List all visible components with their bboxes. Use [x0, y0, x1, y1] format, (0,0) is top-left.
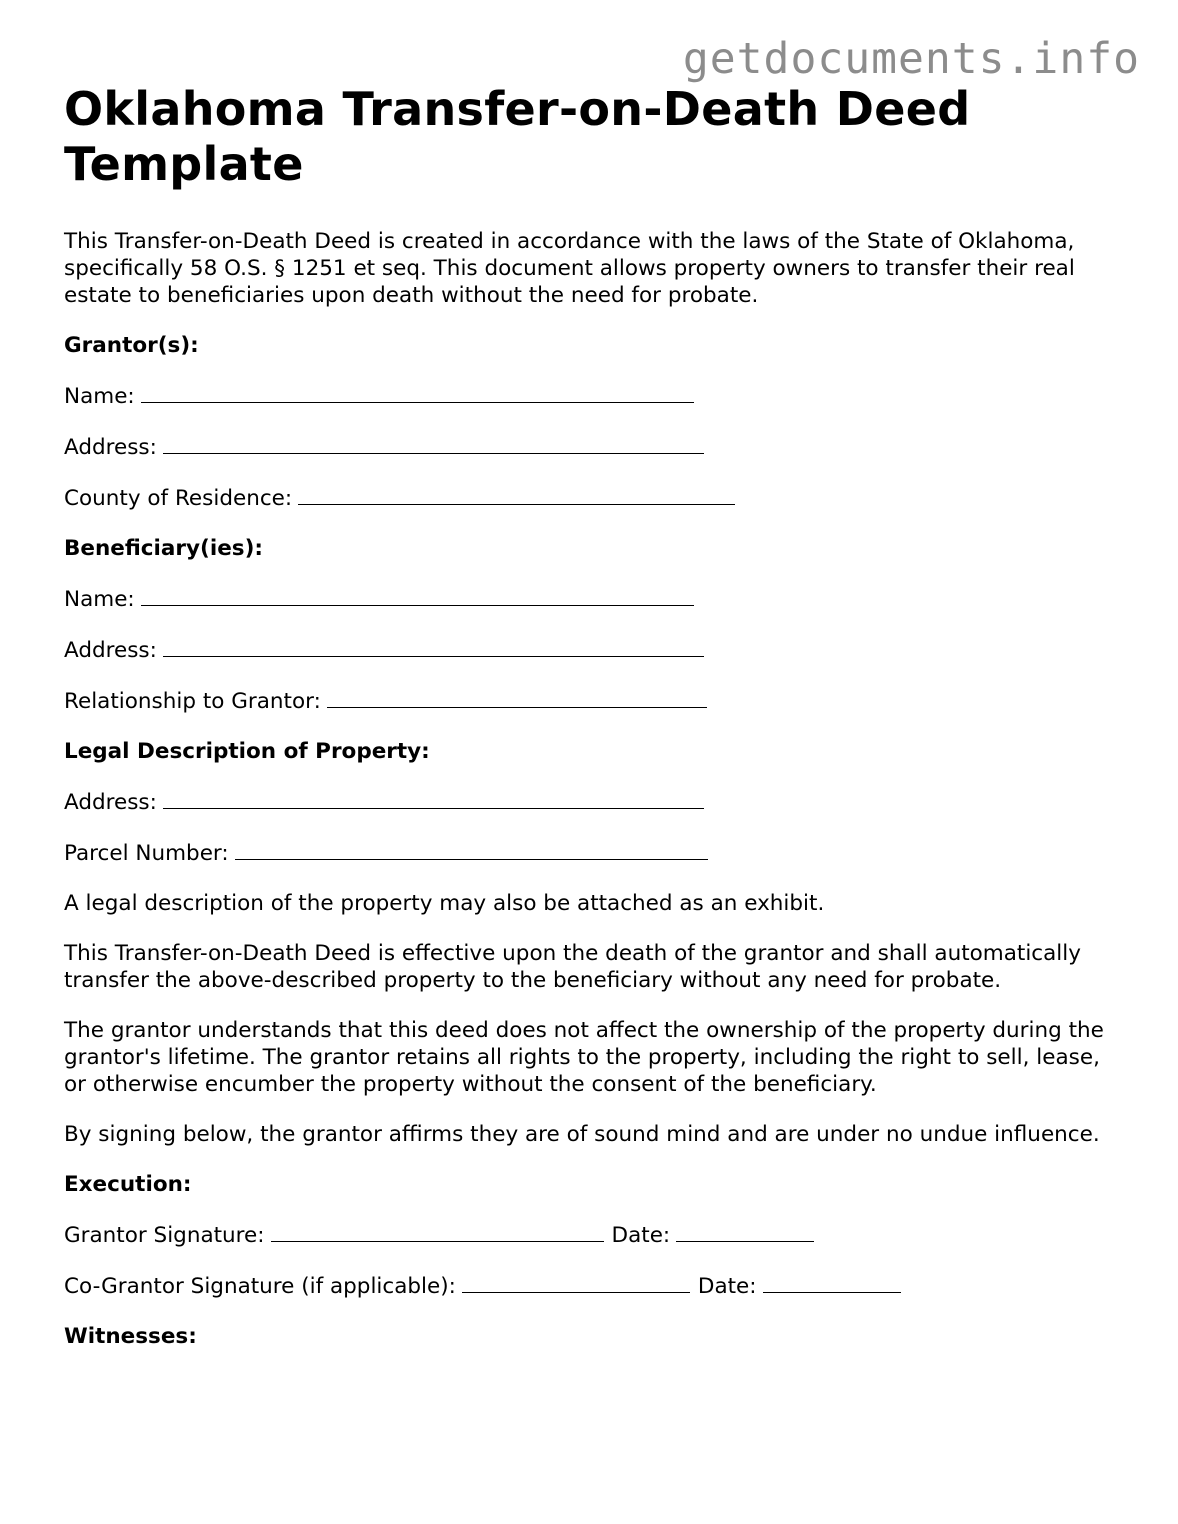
property-address-blank[interactable]	[163, 788, 704, 809]
property-parcel-field	[64, 839, 1124, 867]
grantor-date-blank[interactable]	[676, 1221, 814, 1242]
beneficiary-address-blank[interactable]	[163, 636, 704, 657]
grantor-address-label: Address:	[64, 435, 157, 460]
beneficiary-name-label: Name:	[64, 587, 135, 612]
grantor-heading: Grantor(s):	[64, 333, 199, 358]
grantor-signature-blank[interactable]	[271, 1221, 604, 1242]
grantor-date-label: Date:	[611, 1223, 671, 1248]
property-note: A legal description of the property may also be attached as an exhibit.	[64, 891, 825, 916]
property-address-label: Address:	[64, 790, 157, 815]
property-parcel-label: Parcel Number:	[64, 841, 229, 866]
beneficiary-relationship-blank[interactable]	[327, 687, 707, 708]
beneficiary-name-blank[interactable]	[141, 585, 694, 606]
document-page	[64, 82, 1124, 1350]
witnesses-heading: Witnesses:	[64, 1324, 197, 1349]
ownership-paragraph: The grantor understands that this deed does not affect the ownership of the property during the grantor's lifetime. The grantor retains all rights to the property, including the right to sell, lease, or otherwise encumber the property without the consent of the beneficiary.	[64, 1018, 1104, 1097]
grantor-address-field	[64, 433, 1124, 461]
beneficiary-relationship-label: Relationship to Grantor:	[64, 689, 321, 714]
grantor-county-blank[interactable]	[298, 484, 735, 505]
watermark: getdocuments.info	[682, 34, 1140, 84]
cograntor-signature-label: Co-Grantor Signature (if applicable):	[64, 1274, 456, 1299]
property-parcel-blank[interactable]	[235, 839, 708, 860]
beneficiary-relationship-field	[64, 687, 1124, 715]
grantor-address-blank[interactable]	[163, 433, 704, 454]
document-title: Oklahoma Transfer-on-Death Deed Template	[64, 82, 971, 191]
grantor-signature-field	[64, 1221, 1124, 1249]
effective-paragraph: This Transfer-on-Death Deed is effective upon the death of the grantor and shall automatically transfer the above-described property to the beneficiary without any need for probate.	[64, 941, 1081, 993]
intro-paragraph: This Transfer-on-Death Deed is created in accordance with the laws of the State of Oklahoma, specifically 58 O.S. § 1251 et seq. This document allows property owners to transfer their real estate to beneficiaries upon death without the need for probate.	[64, 229, 1075, 308]
property-heading: Legal Description of Property:	[64, 739, 430, 764]
grantor-county-field	[64, 484, 1124, 512]
affirm-paragraph: By signing below, the grantor affirms they are of sound mind and are under no undue influence.	[64, 1122, 1100, 1147]
cograntor-signature-blank[interactable]	[462, 1272, 690, 1293]
property-address-field	[64, 788, 1124, 816]
grantor-county-label: County of Residence:	[64, 486, 293, 511]
beneficiary-heading: Beneficiary(ies):	[64, 536, 264, 561]
beneficiary-name-field	[64, 585, 1124, 613]
grantor-name-field	[64, 382, 1124, 410]
cograntor-signature-field	[64, 1272, 1124, 1300]
cograntor-date-blank[interactable]	[763, 1272, 901, 1293]
execution-heading: Execution:	[64, 1172, 192, 1197]
grantor-signature-label: Grantor Signature:	[64, 1223, 265, 1248]
grantor-name-label: Name:	[64, 384, 135, 409]
cograntor-date-label: Date:	[697, 1274, 757, 1299]
grantor-name-blank[interactable]	[141, 382, 694, 403]
beneficiary-address-label: Address:	[64, 638, 157, 663]
beneficiary-address-field	[64, 636, 1124, 664]
